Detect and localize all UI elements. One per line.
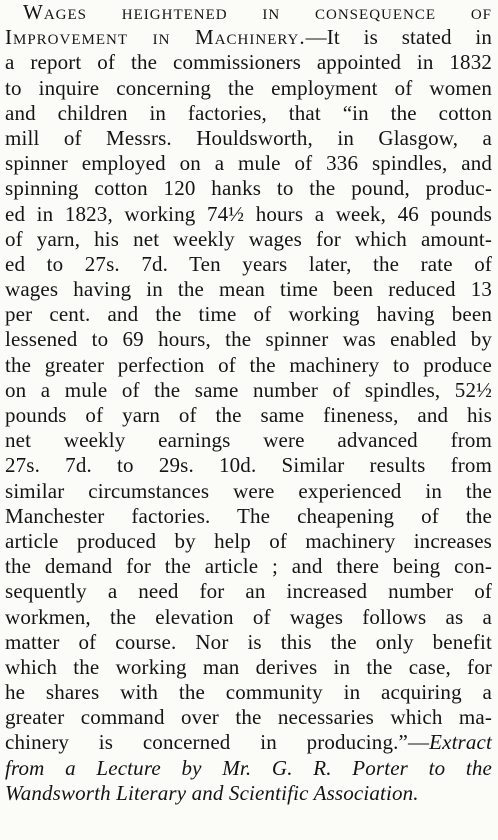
- body-line: spinning cotton 120 hanks to the pound, produc-: [5, 176, 492, 201]
- body-line: on a mule of the same number of spindles, 52½: [5, 377, 492, 402]
- body-line: matter of course. Nor is this the only benefit: [5, 629, 492, 654]
- body-line: [5, 730, 492, 755]
- body-line: ed in 1823, working 74½ hours a week, 46 pounds: [5, 201, 492, 226]
- attribution-text: from a Lecture by Mr. G. R. Porter to the: [5, 755, 492, 780]
- body-line: lessened to 69 hours, the spinner was enabled by: [5, 327, 492, 352]
- body-line: article produced by help of machinery increases: [5, 528, 492, 553]
- body-line: the greater perfection of the machinery to produce: [5, 352, 492, 377]
- body-line: ed to 27s. 7d. Ten years later, the rate of: [5, 251, 492, 276]
- body-line: net weekly earnings were advanced from: [5, 428, 492, 453]
- attribution-line: [5, 781, 492, 806]
- body-line: pounds of yarn of the same fineness, and his: [5, 403, 492, 427]
- article-text: [5, 0, 492, 806]
- body-line-text: chinery is concerned in producing.”—: [5, 730, 430, 755]
- article-title: [5, 0, 492, 25]
- body-line: a report of the commissioners appointed in 1832: [5, 50, 492, 75]
- body-line: of yarn, his net weekly wages for which amount-: [5, 226, 492, 251]
- body-line: mill of Messrs. Houldsworth, in Glasgow, a: [5, 125, 492, 150]
- body-line: Manchester factories. The cheapening of the: [5, 503, 492, 528]
- body-line: greater command over the necessaries which ma-: [5, 705, 492, 730]
- body-line: spinner employed on a mule of 336 spindles, and: [5, 151, 492, 176]
- attribution-extract: Extract: [429, 730, 492, 755]
- body-line: wages having in the mean time been reduced 13: [5, 277, 492, 302]
- title-line-2-smallcaps: Improvement in Machinery.: [5, 25, 306, 50]
- body-line: workmen, the elevation of wages follows as a: [5, 604, 492, 629]
- body-line: and children in factories, that “in the cotton: [5, 100, 492, 125]
- attribution-line: [5, 756, 492, 781]
- attribution-text: Wandsworth Literary and Scientific Association.: [5, 780, 419, 805]
- title-line-2-rest: —It is stated in: [305, 25, 493, 50]
- body-line: per cent. and the time of working having been: [5, 302, 492, 327]
- title-line-2: [5, 25, 492, 50]
- body-line: which the working man derives in the case, for: [5, 654, 492, 679]
- body-line: similar circumstances were experienced in the: [5, 478, 492, 503]
- body-line: sequently a need for an increased number of: [5, 579, 492, 604]
- body-line: he shares with the community in acquiring a: [5, 680, 492, 705]
- body-line: the demand for the article ; and there being con-: [5, 554, 492, 579]
- body-line: to inquire concerning the employment of women: [5, 75, 492, 100]
- body-line: 27s. 7d. to 29s. 10d. Similar results from: [5, 453, 492, 478]
- title-line-1: Wages heightened in consequence of: [23, 0, 492, 24]
